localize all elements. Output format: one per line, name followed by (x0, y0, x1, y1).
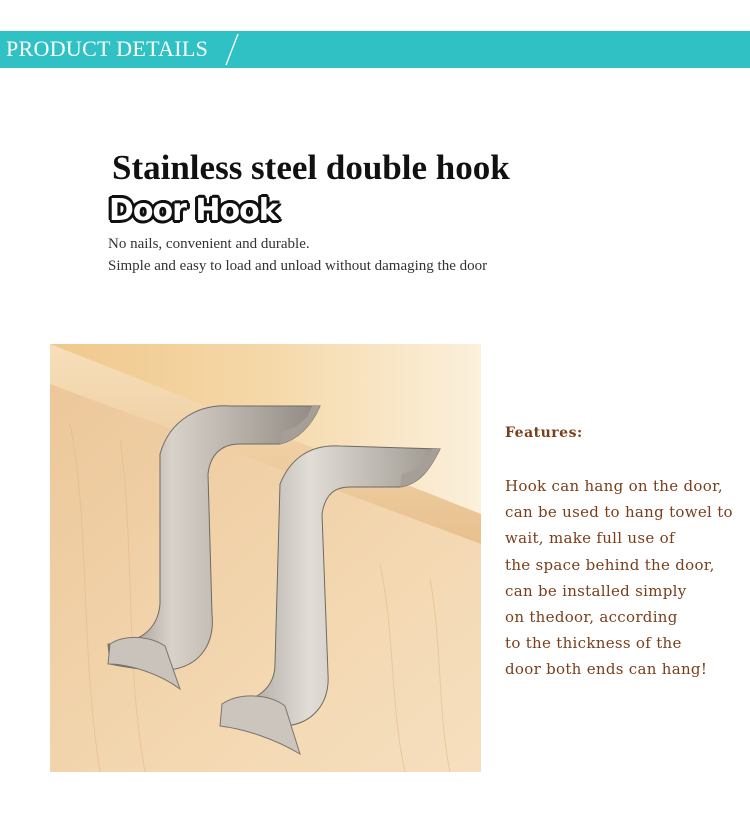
feature-line: to the thickness of the (505, 634, 682, 653)
slash-decoration (222, 33, 242, 66)
features-list (505, 475, 733, 685)
feature-line: the space behind the door, (505, 555, 715, 574)
section-banner (0, 31, 750, 68)
features-heading: Features: (505, 425, 583, 441)
description-line: No nails, convenient and durable. (108, 236, 310, 252)
feature-line: on thedoor, according (505, 607, 678, 626)
product-photo (50, 344, 481, 772)
product-headline: Stainless steel double hook (112, 148, 510, 187)
section-title: PRODUCT DETAILS (6, 36, 209, 61)
feature-line: Hook can hang on the door, (505, 477, 723, 495)
feature-line: door both ends can hang! (505, 660, 708, 679)
feature-line: can be installed simply (505, 581, 687, 600)
feature-line: wait, make full use of (505, 529, 675, 548)
feature-line: can be used to hang towel to (505, 503, 733, 522)
product-subhead: Door Hook (109, 193, 278, 228)
description-line: Simple and easy to load and unload without damaging the door (108, 258, 488, 274)
